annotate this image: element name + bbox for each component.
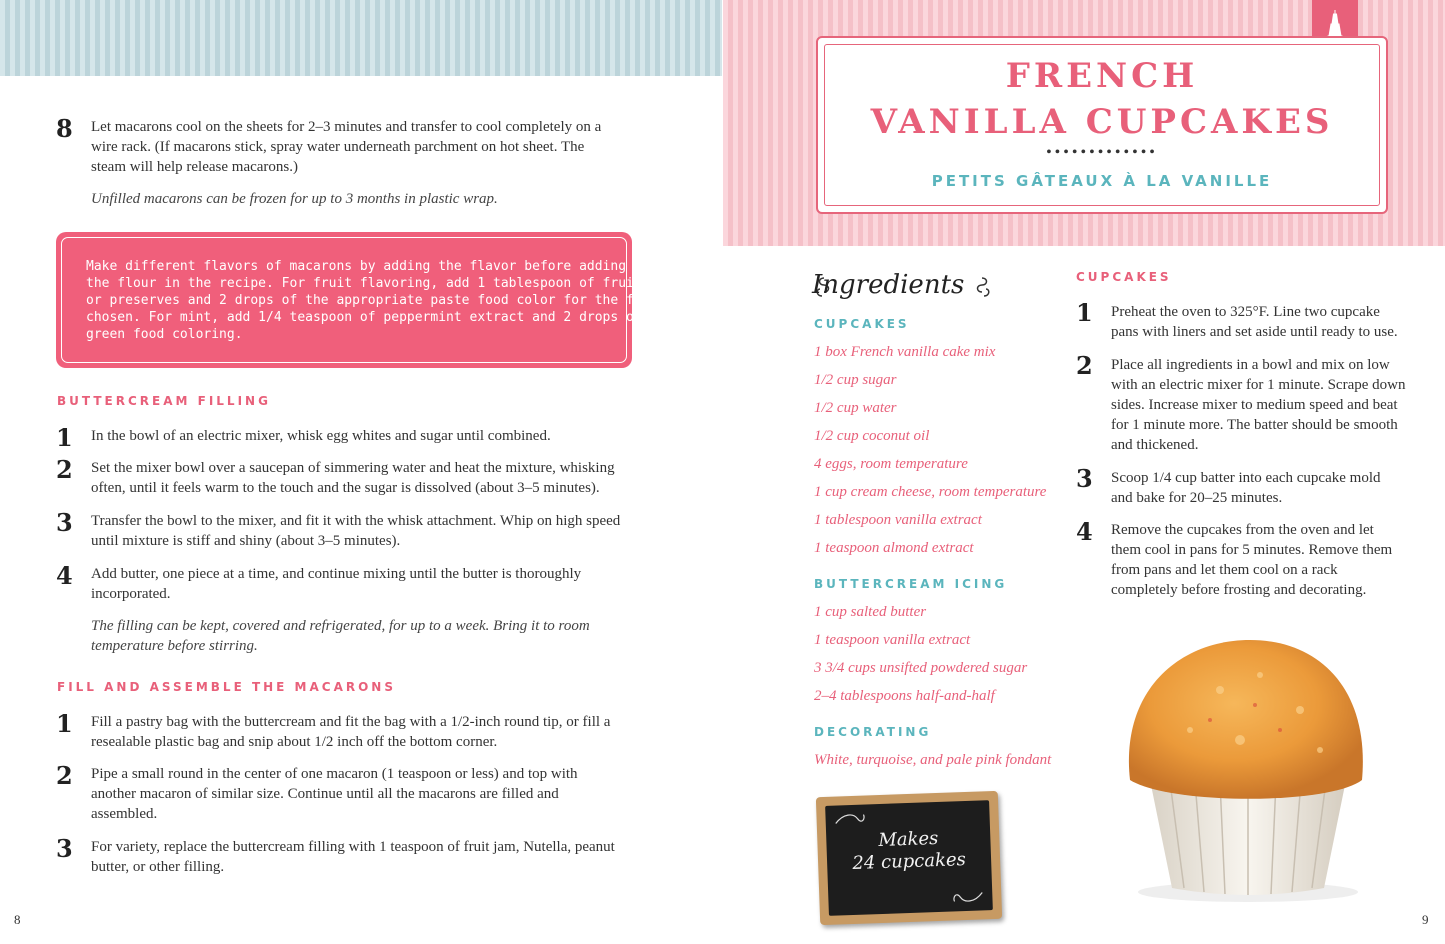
chalkboard-text: [826, 826, 991, 876]
step-text: Place all ingredients in a bowl and mix on low with an electric mixer for 1 minute. Scrape down sides. Increase mixer to medium speed and beat for 1 minute more. The batter should be smooth and thickened.: [1111, 357, 1406, 453]
step-number: 3: [1076, 464, 1093, 493]
step-text: Remove the cupcakes from the oven and let them cool in pans for 5 minutes. Remove them from pans and let them cool on a rack completely before frosting and decorating.: [1111, 522, 1393, 598]
step-number: 3: [56, 508, 73, 537]
flourish-icon: [972, 276, 992, 298]
filling-note: The filling can be kept, covered and refrigerated, for up to a week. Bring it to room temperature before stirring.: [91, 618, 590, 654]
ingredient-item: White, turquoise, and pale pink fondant: [814, 752, 1052, 768]
swirl-icon: [833, 810, 868, 827]
ingredient-item: 1/2 cup sugar: [814, 372, 897, 388]
step-number: 2: [56, 455, 73, 484]
ingredient-item: 1 cup cream cheese, room temperature: [814, 484, 1047, 500]
step-number: 2: [1076, 351, 1093, 380]
tip-line: chosen. For mint, add 1/4 teaspoon of peppermint extract and 2 drops of: [86, 310, 642, 325]
step-number: 4: [56, 561, 73, 590]
page-number-left: 8: [14, 912, 21, 927]
step-number: 3: [56, 834, 73, 863]
title-box: [816, 36, 1388, 214]
ingredient-item: 2–4 tablespoons half-and-half: [814, 688, 995, 704]
ingredient-item: 1 cup salted butter: [814, 604, 927, 620]
title-dots: •••••••••••••: [1046, 144, 1158, 161]
step-text: Add butter, one piece at a time, and continue mixing until the butter is thoroughly incorporated.: [91, 566, 582, 602]
icing-heading: BUTTERCREAM ICING: [814, 577, 1008, 591]
chalkboard-line1: Makes: [878, 827, 939, 852]
step-text: In the bowl of an electric mixer, whisk egg whites and sugar until combined.: [91, 428, 551, 444]
step-number: 1: [56, 423, 73, 452]
tip-text: [86, 258, 673, 343]
ingredient-item: 1 teaspoon almond extract: [814, 540, 974, 556]
recipe-title-line2: VANILLA CUPCAKES: [870, 102, 1334, 142]
step-number: 1: [1076, 298, 1093, 327]
tip-line: green food coloring.: [86, 327, 243, 342]
step-text: Pipe a small round in the center of one macaron (1 teaspoon or less) and top with another macaron of similar size. Continue until all the macarons are filled and assembled.: [91, 766, 578, 822]
ingredient-item: 1 tablespoon vanilla extract: [814, 512, 982, 528]
swirl-icon: [950, 888, 985, 905]
chalkboard-line2: 24 cupcakes: [852, 849, 967, 874]
step-text: For variety, replace the buttercream filling with 1 teaspoon of fruit jam, Nutella, peanut butter, or other filling.: [91, 839, 615, 875]
step-text: Fill a pastry bag with the buttercream and fit the bag with a 1/2-inch round tip, or fill a resealable plastic bag and snip about 1/2 inch off the bottom corner.: [91, 714, 611, 750]
ingredient-item: 1/2 cup water: [814, 400, 897, 416]
tip-line: Make different flavors of macarons by adding the flavor before adding: [86, 259, 627, 274]
method-heading: CUPCAKES: [1076, 270, 1172, 284]
step-number: 8: [56, 114, 73, 143]
step-text: Let macarons cool on the sheets for 2–3 minutes and transfer to cool completely on a wire rack. (If macarons stick, spray water underneath parchment on hot sheet. The steam will help release macarons.): [91, 119, 602, 175]
ingredient-item: 1 box French vanilla cake mix: [814, 344, 996, 360]
step-note: Unfilled macarons can be frozen for up to 3 months in plastic wrap.: [91, 191, 498, 207]
step-number: 4: [1076, 517, 1093, 546]
step-number: 2: [56, 761, 73, 790]
chalkboard-sign: [816, 791, 1002, 925]
ingredient-item: 4 eggs, room temperature: [814, 456, 968, 472]
tip-line: or preserves and 2 drops of the appropriate paste food color for the fruit: [86, 293, 666, 308]
chalkboard-surface: [825, 800, 993, 916]
buttercream-heading: BUTTERCREAM FILLING: [57, 394, 271, 408]
ingredient-item: 3 3/4 cups unsifted powdered sugar: [814, 660, 1028, 676]
recipe-subtitle: PETITS GÂTEAUX À LA VANILLE: [931, 172, 1273, 190]
ingredient-item: 1/2 cup coconut oil: [814, 428, 930, 444]
assemble-heading: FILL AND ASSEMBLE THE MACARONS: [57, 680, 396, 694]
step-text: Preheat the oven to 325°F. Line two cupcake pans with liners and set aside until ready to use.: [1111, 304, 1398, 340]
ingredients-title: Ingredients: [812, 270, 965, 300]
cupcakes-ingredients-heading: CUPCAKES: [814, 317, 910, 331]
step-number: 1: [56, 709, 73, 738]
page-number-right: 9: [1422, 912, 1429, 927]
ingredient-item: 1 teaspoon vanilla extract: [814, 632, 971, 648]
recipe-title-line1: FRENCH: [1005, 56, 1199, 96]
cupcake-photo: [1070, 630, 1407, 904]
tip-box: [56, 232, 673, 368]
left-header-stripes: [0, 0, 722, 76]
decorating-heading: DECORATING: [814, 725, 932, 739]
step-text: Scoop 1/4 cup batter into each cupcake mold and bake for 20–25 minutes.: [1111, 470, 1381, 506]
step-text: Transfer the bowl to the mixer, and fit it with the whisk attachment. Whip on high speed until mixture is stiff and shiny (about 3–5 minutes).: [91, 513, 621, 549]
tip-line: the flour in the recipe. For fruit flavoring, add 1 tablespoon of fruit jam: [86, 276, 673, 291]
step-text: Set the mixer bowl over a saucepan of simmering water and heat the mixture, whisking often, until it feels warm to the touch and the sugar is dissolved (about 3–5 minutes).: [91, 460, 615, 496]
